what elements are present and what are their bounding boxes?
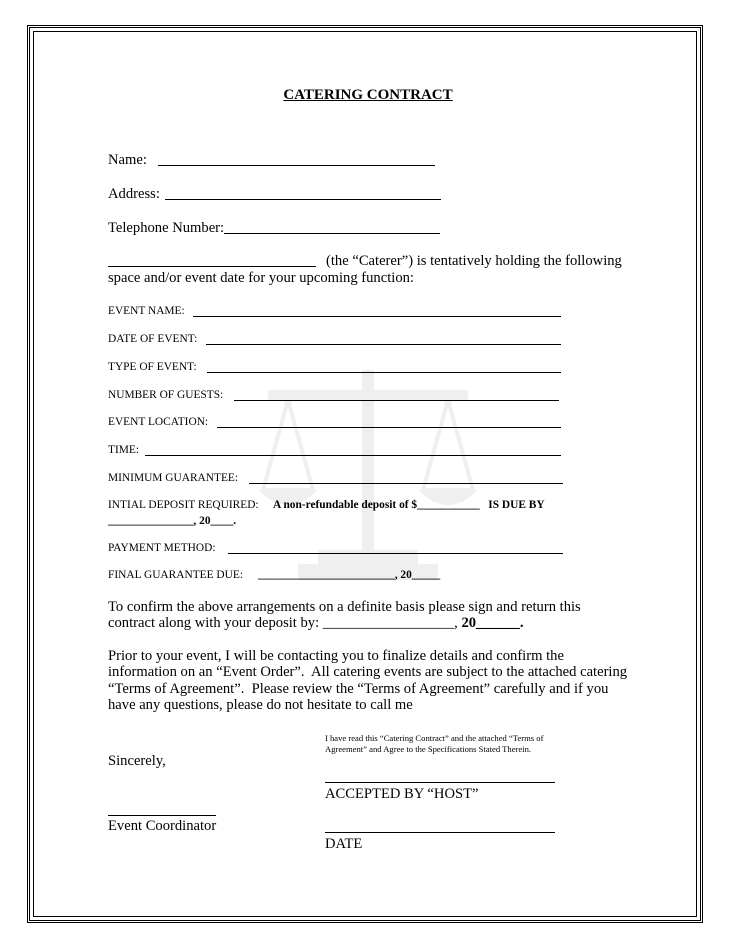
type-of-event-label: TYPE OF EVENT: xyxy=(108,361,197,373)
confirm-text-1: To confirm the above arrangements on a definite basis please sign and return this xyxy=(108,599,581,615)
number-of-guests-label: NUMBER OF GUESTS: xyxy=(108,389,224,401)
event-name-field[interactable] xyxy=(193,316,561,317)
type-of-event-field[interactable] xyxy=(207,372,561,373)
deposit-text: A non-refundable deposit of $___________ IS DUE BY xyxy=(273,499,545,511)
address-label: Address: xyxy=(108,186,160,202)
sincerely-text: Sincerely, xyxy=(108,753,166,769)
minimum-guarantee-field[interactable] xyxy=(249,483,563,484)
minimum-guarantee-label: MINIMUM GUARANTEE: xyxy=(108,472,239,484)
time-field[interactable] xyxy=(145,455,561,456)
telephone-field[interactable] xyxy=(224,233,440,234)
agreement-note-1: I have read this “Catering Contract” and the attached “Terms of xyxy=(325,733,544,743)
time-label: TIME: xyxy=(108,444,140,456)
date-label: DATE xyxy=(325,836,363,852)
address-field[interactable] xyxy=(165,199,441,200)
event-location-field[interactable] xyxy=(217,427,561,428)
intro-text-1: (the “Caterer”) is tentatively holding the following xyxy=(326,253,622,269)
accepted-by-host-label: ACCEPTED BY “HOST” xyxy=(325,786,479,802)
prior-text-1: Prior to your event, I will be contacting you to finalize details and confirm the xyxy=(108,648,564,664)
host-signature-line[interactable] xyxy=(325,782,555,783)
coordinator-signature-line[interactable] xyxy=(108,815,216,816)
number-of-guests-field[interactable] xyxy=(234,400,559,401)
event-coordinator-label: Event Coordinator xyxy=(108,818,217,834)
date-signature-line[interactable] xyxy=(325,832,555,833)
date-of-event-label: DATE OF EVENT: xyxy=(108,333,198,345)
payment-method-label: PAYMENT METHOD: xyxy=(108,542,216,554)
caterer-field[interactable] xyxy=(108,266,316,267)
payment-method-field[interactable] xyxy=(228,553,563,554)
agreement-note-2: Agreement” and Agree to the Specifications Stated Therein. xyxy=(325,744,532,754)
deposit-due-date: _______________, 20____. xyxy=(108,515,237,527)
confirm-text-2 xyxy=(108,615,523,632)
prior-text-4: have any questions, please do not hesitate to call me xyxy=(108,697,413,713)
final-guarantee-label: FINAL GUARANTEE DUE: xyxy=(108,569,243,581)
document-title: CATERING CONTRACT xyxy=(283,87,453,103)
telephone-label: Telephone Number: xyxy=(108,220,225,236)
final-guarantee-field[interactable]: ________________________, 20_____ xyxy=(258,569,441,581)
deposit-label: INTIAL DEPOSIT REQUIRED: xyxy=(108,499,259,511)
confirm-year: 20______. xyxy=(461,615,524,631)
name-label: Name: xyxy=(108,152,147,168)
prior-text-3: “Terms of Agreement”. Please review the “Terms of Agreement” carefully and if you xyxy=(108,681,609,697)
event-name-label: EVENT NAME: xyxy=(108,305,185,317)
prior-text-2: information on an “Event Order”. All catering events are subject to the attached catering xyxy=(108,664,628,680)
scales-watermark-icon xyxy=(258,360,478,590)
date-of-event-field[interactable] xyxy=(206,344,561,345)
name-field[interactable] xyxy=(158,165,435,166)
confirm-text-2a: contract along with your deposit by: __________________, xyxy=(108,615,462,631)
intro-text-2: space and/or event date for your upcoming function: xyxy=(108,270,414,286)
event-location-label: EVENT LOCATION: xyxy=(108,416,209,428)
